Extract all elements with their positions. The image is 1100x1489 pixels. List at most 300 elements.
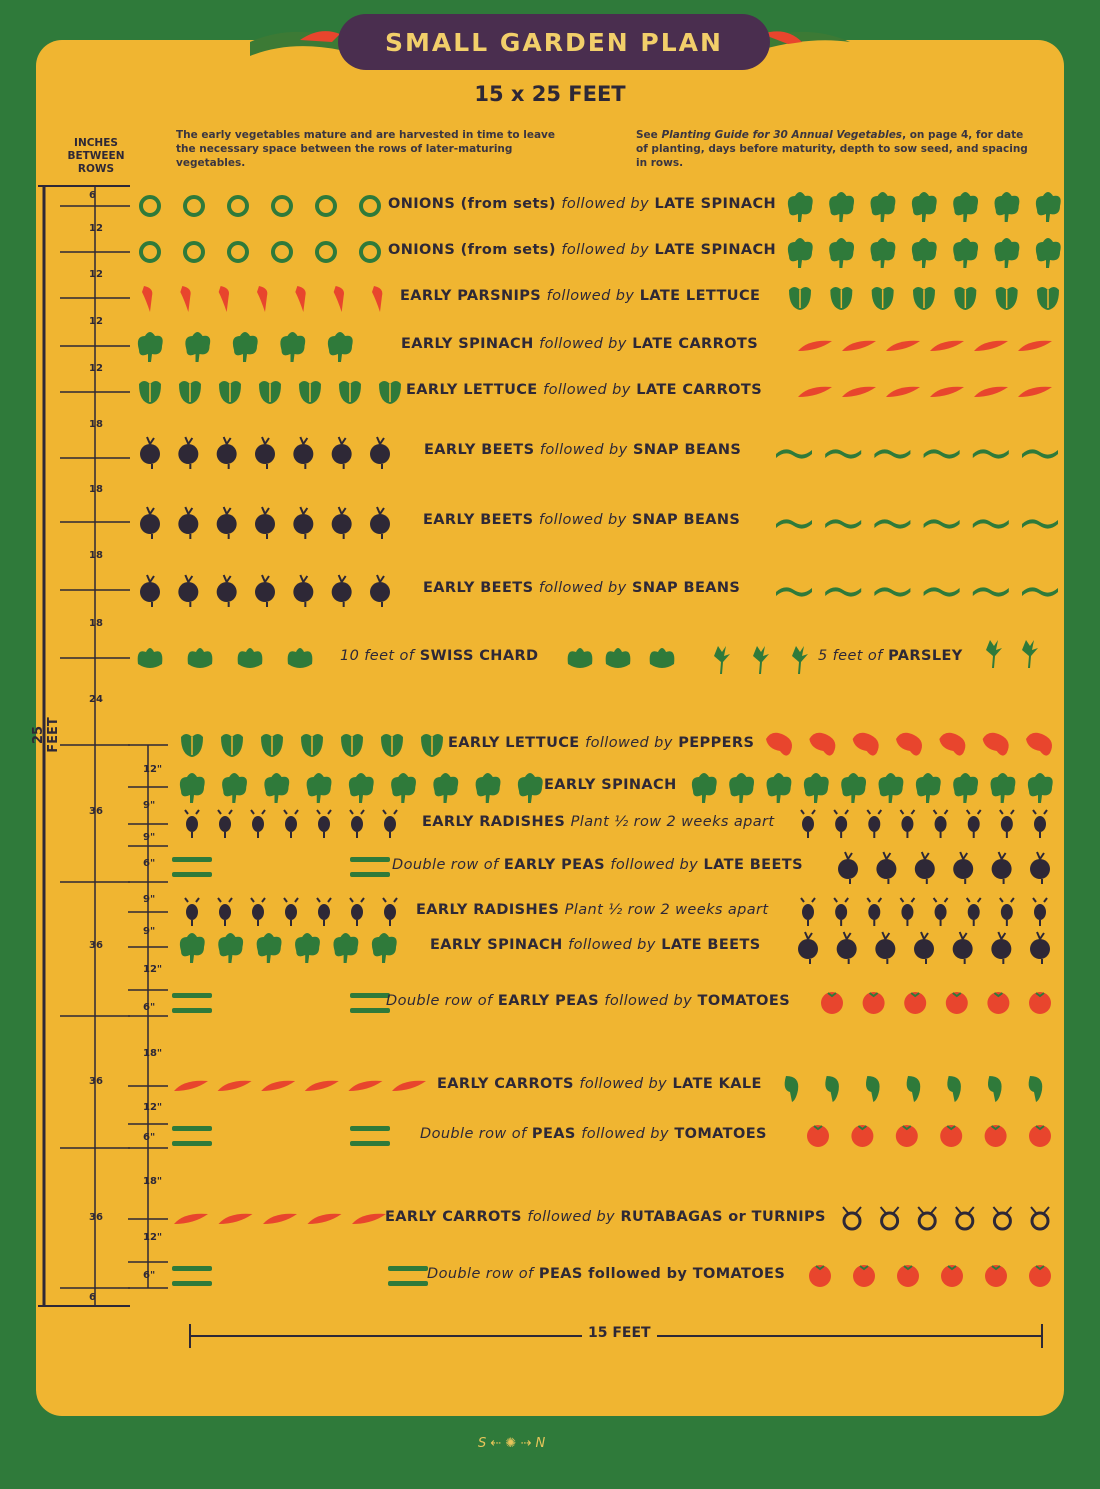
row-label-last: followed by	[581, 1126, 669, 1142]
radish-icon	[185, 810, 199, 838]
spinach-icon	[280, 332, 305, 362]
radish-icon	[967, 810, 981, 838]
bean-icon	[776, 449, 812, 458]
row-label-middle: followed by	[538, 512, 627, 528]
row-label-first: EARLY LETTUCE	[406, 382, 538, 398]
beet-icon	[370, 507, 390, 539]
tomato-icon	[941, 1265, 963, 1287]
row-label	[544, 777, 677, 793]
radish-icon	[1000, 898, 1014, 926]
spinach-icon	[185, 332, 210, 362]
sub-spacing-value: 6"	[143, 1270, 156, 1281]
spinach-icon	[912, 192, 937, 222]
row-label	[423, 580, 740, 596]
parsley-icon	[753, 646, 769, 674]
bean-icon	[825, 519, 861, 528]
beet-icon	[1030, 852, 1050, 884]
pea-icon	[172, 1266, 212, 1286]
spinach-icon	[841, 773, 866, 803]
radish-icon	[1033, 810, 1047, 838]
radish-icon	[1033, 898, 1047, 926]
row-label-middle: followed by	[546, 288, 635, 304]
row-label-middle: followed by	[568, 937, 656, 953]
row-label	[385, 1209, 826, 1225]
onion-icon	[361, 243, 379, 261]
tomato-icon	[896, 1125, 918, 1147]
row-label-last: followed by	[610, 857, 699, 873]
spinach-icon	[879, 773, 904, 803]
radish-icon	[867, 810, 881, 838]
chard-icon	[138, 648, 163, 668]
beet-icon	[293, 575, 313, 607]
spinach-icon	[372, 933, 397, 963]
row-label-first: Double row of	[427, 1266, 534, 1282]
lettuce-icon	[301, 734, 323, 757]
spinach-icon	[391, 773, 416, 803]
spinach-icon	[295, 933, 320, 963]
radish-icon	[218, 898, 232, 926]
row-label-last: SNAP BEANS	[632, 512, 741, 528]
row-label-first: EARLY CARROTS	[385, 1209, 522, 1225]
spinach-icon	[995, 238, 1020, 268]
main-spacing-value: 18	[89, 550, 103, 561]
sub-spacing-value: 18"	[143, 1048, 163, 1059]
inches-between-rows-header: INCHES BETWEEN ROWS	[67, 137, 125, 175]
bean-icon	[1022, 587, 1058, 596]
row-label	[388, 242, 776, 258]
pea-icon	[350, 857, 390, 877]
lettuce-icon	[421, 734, 443, 757]
carrot-icon	[842, 387, 876, 397]
spinach-icon	[257, 933, 282, 963]
row-label-middle: EARLY PEAS	[503, 857, 605, 873]
beet-icon	[1030, 932, 1050, 964]
carrot-icon	[174, 1214, 208, 1224]
row-label	[386, 993, 790, 1009]
tomato-icon	[1029, 1265, 1051, 1287]
intro-note-left: The early vegetables mature and are harvested in time to leave the necessary space between the rows of later-maturing vegetables.	[176, 129, 555, 169]
lettuce-icon	[341, 734, 363, 757]
spinach-icon	[788, 238, 813, 268]
spinach-icon	[788, 192, 813, 222]
bean-icon	[874, 587, 910, 596]
row-label	[423, 512, 740, 528]
radish-icon	[317, 810, 331, 838]
kale-icon	[947, 1076, 961, 1102]
row-label-first: EARLY SPINACH	[401, 336, 534, 352]
row-label-middle: followed by	[539, 442, 628, 458]
pepper-icon	[853, 733, 879, 756]
parsley-prefix: 5 feet of	[818, 648, 883, 664]
sub-spacing-value: 12"	[143, 764, 163, 775]
radish-icon	[350, 898, 364, 926]
parsnip-icon	[142, 286, 152, 312]
spinach-icon	[349, 773, 374, 803]
carrot-icon	[1018, 387, 1052, 397]
sub-spacing-value: 6"	[143, 1002, 156, 1013]
parsnip-icon	[257, 286, 267, 312]
onion-icon	[273, 197, 291, 215]
carrot-icon	[352, 1214, 386, 1224]
row-label-first: ONIONS (from sets)	[388, 242, 556, 258]
spinach-icon	[692, 773, 717, 803]
bean-icon	[874, 519, 910, 528]
sub-spacing-value: 6"	[143, 1132, 156, 1143]
row-label-first: EARLY LETTUCE	[448, 735, 580, 751]
row-label	[448, 735, 754, 751]
lettuce-icon	[789, 287, 811, 310]
kale-icon	[866, 1076, 880, 1102]
carrot-icon	[974, 387, 1008, 397]
bean-icon	[1022, 519, 1058, 528]
parsnip-icon	[219, 286, 229, 312]
row-label-middle: followed by	[561, 196, 650, 212]
spinach-icon	[767, 773, 792, 803]
beet-icon	[992, 852, 1012, 884]
tomato-icon	[853, 1265, 875, 1287]
main-spacing-value: 12	[89, 363, 103, 374]
beet-icon	[178, 507, 198, 539]
total-length-label: 25 FEET	[31, 717, 61, 753]
lettuce-icon	[259, 381, 281, 404]
chard-icon	[188, 648, 213, 668]
chard-icon	[568, 648, 593, 668]
radish-icon	[834, 810, 848, 838]
sub-spacing-value: 18"	[143, 1176, 163, 1187]
row-label	[422, 814, 774, 830]
carrot-icon	[974, 341, 1008, 351]
beet-icon	[293, 437, 313, 469]
row-label-middle: SWISS CHARD	[419, 648, 539, 664]
lettuce-icon	[181, 734, 203, 757]
carrot-icon	[930, 387, 964, 397]
carrot-icon	[263, 1214, 297, 1224]
row-label-middle: followed by	[527, 1209, 616, 1225]
bean-icon	[924, 519, 960, 528]
sub-spacing-value: 12"	[143, 1102, 163, 1113]
onion-icon	[273, 243, 291, 261]
row-label-first: EARLY PARSNIPS	[400, 288, 542, 304]
tomato-icon	[987, 992, 1009, 1014]
carrot-icon	[886, 387, 920, 397]
sub-spacing-value: 12"	[143, 964, 163, 975]
tomato-icon	[863, 992, 885, 1014]
lettuce-icon	[913, 287, 935, 310]
radish-icon	[900, 810, 914, 838]
beet-icon	[798, 932, 818, 964]
spinach-icon	[871, 238, 896, 268]
beet-icon	[293, 507, 313, 539]
kale-icon	[907, 1076, 921, 1102]
carrot-icon	[798, 387, 832, 397]
row-label-middle: EARLY PEAS	[497, 993, 599, 1009]
turnip-icon	[881, 1207, 899, 1229]
row-label-last: LATE KALE	[672, 1076, 762, 1092]
beet-icon	[370, 437, 390, 469]
radish-icon	[251, 898, 265, 926]
carrot-icon	[842, 341, 876, 351]
row-label	[427, 1266, 785, 1282]
turnip-icon	[993, 1207, 1011, 1229]
row-label-middle: followed by	[538, 580, 627, 596]
onion-icon	[229, 197, 247, 215]
spinach-icon	[476, 773, 501, 803]
carrot-icon	[392, 1081, 426, 1091]
row-label	[416, 902, 768, 918]
beet-icon	[837, 932, 857, 964]
pepper-icon	[1026, 733, 1052, 756]
turnip-icon	[918, 1207, 936, 1229]
spinach-icon	[1028, 773, 1053, 803]
parsley-icon	[792, 646, 808, 674]
beet-icon	[217, 507, 237, 539]
beet-icon	[217, 575, 237, 607]
main-spacing-value: 18	[89, 484, 103, 495]
beet-icon	[953, 932, 973, 964]
row-label-first: EARLY SPINACH	[544, 777, 677, 793]
lettuce-icon	[379, 381, 401, 404]
row-label-middle: followed by	[539, 336, 627, 352]
radish-icon	[350, 810, 364, 838]
row-label-middle: followed by	[561, 242, 650, 258]
beet-icon	[370, 575, 390, 607]
beet-icon	[332, 437, 352, 469]
beet-icon	[255, 507, 275, 539]
radish-icon	[1000, 810, 1014, 838]
row-label-first: EARLY SPINACH	[430, 937, 563, 953]
row-label-last: LATE CARROTS	[636, 382, 763, 398]
radish-icon	[934, 810, 948, 838]
beet-icon	[178, 437, 198, 469]
sub-spacing-value: 9"	[143, 800, 156, 811]
pepper-icon	[983, 733, 1009, 756]
tomato-icon	[904, 992, 926, 1014]
parsnip-icon	[334, 286, 344, 312]
row-label-middle: Plant ½ row 2 weeks apart	[564, 902, 769, 918]
kale-icon	[1029, 1076, 1043, 1102]
sub-spacing-value: 6"	[143, 858, 156, 869]
onion-icon	[185, 243, 203, 261]
main-spacing-value: 18	[89, 618, 103, 629]
main-spacing-value: 12	[89, 269, 103, 280]
parsley-icon	[986, 640, 1002, 668]
spinach-icon	[829, 238, 854, 268]
spinach-icon	[953, 773, 978, 803]
row-label-first: EARLY BEETS	[423, 580, 534, 596]
onion-icon	[141, 243, 159, 261]
chard-icon	[650, 648, 675, 668]
lettuce-icon	[179, 381, 201, 404]
row-label	[401, 336, 758, 352]
tomato-icon	[985, 1125, 1007, 1147]
lettuce-icon	[221, 734, 243, 757]
parsnip-icon	[372, 286, 382, 312]
beet-icon	[915, 852, 935, 884]
radish-icon	[251, 810, 265, 838]
parsley-icon	[714, 646, 730, 674]
radish-icon	[383, 898, 397, 926]
row-label	[437, 1076, 762, 1092]
radish-icon	[801, 898, 815, 926]
spinach-icon	[218, 933, 243, 963]
spinach-icon	[995, 192, 1020, 222]
radish-icon	[801, 810, 815, 838]
beet-icon	[140, 575, 160, 607]
row-label-last: followed by	[604, 993, 693, 1009]
chard-icon	[288, 648, 313, 668]
lettuce-icon	[830, 287, 852, 310]
tomato-icon	[940, 1125, 962, 1147]
lettuce-icon	[1037, 287, 1059, 310]
row-label-first: 10 feet of	[340, 648, 415, 664]
beet-icon	[876, 852, 896, 884]
radish-icon	[900, 898, 914, 926]
carrot-icon	[886, 341, 920, 351]
carrot-icon	[308, 1214, 342, 1224]
bean-icon	[973, 449, 1009, 458]
spinach-icon	[233, 332, 258, 362]
tomato-icon	[851, 1125, 873, 1147]
beet-icon	[875, 932, 895, 964]
lettuce-icon	[996, 287, 1018, 310]
row-label-last: LATE LETTUCE	[639, 288, 761, 304]
row-label-middle: PEAS followed by	[538, 1266, 688, 1282]
radish-icon	[284, 898, 298, 926]
row-label-last: SNAP BEANS	[632, 580, 741, 596]
width-label: 15 FEET	[582, 1325, 657, 1341]
main-spacing-value: 6	[89, 1292, 96, 1303]
spinach-icon	[1036, 238, 1061, 268]
beet-icon	[217, 437, 237, 469]
spinach-icon	[871, 192, 896, 222]
lettuce-icon	[219, 381, 241, 404]
row-label-first: EARLY RADISHES	[416, 902, 560, 918]
spinach-icon	[518, 773, 543, 803]
row-label-middle: followed by	[585, 735, 673, 751]
radish-icon	[967, 898, 981, 926]
sub-spacing-value: 12"	[143, 1232, 163, 1243]
tomato-icon	[821, 992, 843, 1014]
pea-icon	[350, 1126, 390, 1146]
row-label	[406, 382, 762, 398]
row-label	[430, 937, 761, 953]
parsley-name: PARSLEY	[882, 648, 963, 664]
row-label	[400, 288, 760, 304]
spinach-icon	[180, 773, 205, 803]
radish-icon	[317, 898, 331, 926]
row-label-last: TOMATOES	[692, 1266, 786, 1282]
lettuce-icon	[872, 287, 894, 310]
pea-icon	[172, 857, 212, 877]
row-label-last: SNAP BEANS	[633, 442, 742, 458]
row-label-first: EARLY CARROTS	[437, 1076, 574, 1092]
parsley-icon	[1022, 640, 1038, 668]
main-spacing-value: 18	[89, 419, 103, 430]
spinach-icon	[180, 933, 205, 963]
title-banner	[338, 14, 770, 70]
spinach-icon	[916, 773, 941, 803]
kale-icon	[785, 1076, 799, 1102]
beet-icon	[953, 852, 973, 884]
bean-icon	[776, 587, 812, 596]
pepper-icon	[809, 733, 835, 756]
row-label-middle: Plant ½ row 2 weeks apart	[570, 814, 775, 830]
turnip-icon	[956, 1207, 974, 1229]
bean-icon	[825, 449, 861, 458]
beet-icon	[332, 507, 352, 539]
carrot-icon	[348, 1081, 382, 1091]
parsnip-icon	[180, 286, 190, 312]
pepper-icon	[766, 733, 792, 756]
carrot-icon	[261, 1081, 295, 1091]
parsnip-icon	[295, 286, 305, 312]
turnip-icon	[843, 1207, 861, 1229]
radish-icon	[383, 810, 397, 838]
tomato-icon	[809, 1265, 831, 1287]
carrot-icon	[798, 341, 832, 351]
radish-icon	[218, 810, 232, 838]
beet-icon	[255, 437, 275, 469]
row-label-extra: LATE BEETS	[703, 857, 803, 873]
sub-spacing-value: 9"	[143, 832, 156, 843]
bean-icon	[924, 449, 960, 458]
spinach-icon	[222, 773, 247, 803]
planting-guide-ref: Planting Guide for 30 Annual Vegetables	[661, 129, 903, 141]
row-label	[388, 196, 776, 212]
row-label-extra: TOMATOES	[674, 1126, 767, 1142]
spinach-icon	[953, 238, 978, 268]
row-label-middle: followed by	[579, 1076, 668, 1092]
bean-icon	[1022, 449, 1058, 458]
onion-icon	[361, 197, 379, 215]
bean-icon	[973, 587, 1009, 596]
row-label-last: PEPPERS	[678, 735, 755, 751]
intro-right-post: , on page 4, for date of planting, days before maturity, depth to sow seed, and spacing in rows.	[636, 129, 1028, 169]
row-label-first: EARLY BEETS	[423, 512, 534, 528]
bean-icon	[973, 519, 1009, 528]
onion-icon	[185, 197, 203, 215]
lettuce-icon	[954, 287, 976, 310]
lettuce-icon	[139, 381, 161, 404]
bean-icon	[825, 587, 861, 596]
lettuce-icon	[339, 381, 361, 404]
chard-icon	[238, 648, 263, 668]
spinach-icon	[307, 773, 332, 803]
main-spacing-value: 36	[89, 940, 103, 951]
row-label	[420, 1126, 767, 1142]
spinach-icon	[433, 773, 458, 803]
row-label-first: EARLY BEETS	[424, 442, 535, 458]
spinach-icon	[829, 192, 854, 222]
chard-icon	[606, 648, 631, 668]
main-spacing-value: 12	[89, 223, 103, 234]
compass-rose: S ⇠ ✺ ⇢ N	[478, 1436, 546, 1451]
spinach-icon	[729, 773, 754, 803]
spinach-icon	[912, 238, 937, 268]
spinach-icon	[328, 332, 353, 362]
main-spacing-value: 36	[89, 806, 103, 817]
pepper-icon	[896, 733, 922, 756]
turnip-icon	[1031, 1207, 1049, 1229]
onion-icon	[229, 243, 247, 261]
spinach-icon	[953, 192, 978, 222]
row-label-middle: PEAS	[531, 1126, 576, 1142]
beet-icon	[991, 932, 1011, 964]
pea-icon	[350, 993, 390, 1013]
row-label-middle: followed by	[543, 382, 631, 398]
row-label-first: EARLY RADISHES	[422, 814, 566, 830]
tomato-icon	[1029, 992, 1051, 1014]
